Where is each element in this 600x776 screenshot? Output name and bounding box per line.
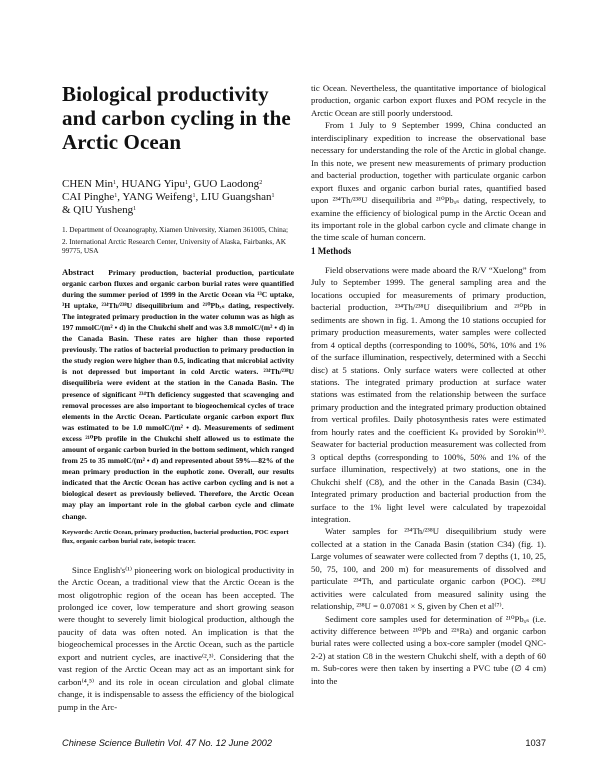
page-number: 1037 xyxy=(525,738,546,748)
author-affil-mark: 1 xyxy=(271,193,275,199)
journal-citation: Chinese Science Bulletin Vol. 47 No. 12 June 2002 xyxy=(62,738,273,748)
keywords-label: Keywords: xyxy=(62,528,93,536)
keywords xyxy=(62,528,294,546)
affiliations xyxy=(62,225,294,256)
author: , HUANG Yipu xyxy=(116,178,185,190)
body-paragraph: Water samples for ²³⁴Th/²³⁸U disequilibrium study were collected at a station in the Canada Basin (station C34) (fig. 1). Large volumes of seawater were collected from 7 depths (1, 10, 25, 50, 75, 100, and 200 m) for measurements of dissolved and particulate ²³⁴Th, and particulate organic carbon (POC). ²³⁸U activities were calculated from measured salinity using the relationship, ²³⁸U = 0.07081 × S, given by Chen et al⁽⁷⁾. xyxy=(311,526,546,612)
body-paragraph: From 1 July to 9 September 1999, China conducted an interdisciplinary expedition to increase the observational base necessary for understanding the role of the Arctic in global change. In this note, we present new measurements of primary production and bacterial production, together with particulate organic carbon export fluxes and organic carbon burial rates, quantified based upon ²³⁴Th/²³⁸U disequilibria and ²¹⁰Pbₓₛ dating, respectively, to examine the efficiency of biological pump in the Arctic Ocean and its important role in the global carbon cycle and climate change in the time scale of human concern. xyxy=(311,120,546,243)
author-affil-mark: 1 xyxy=(113,180,117,186)
affiliation: 1. Department of Oceanography, Xiamen University, Xiamen 361005, China; xyxy=(62,225,289,234)
author-affil-mark: 1 xyxy=(114,193,118,199)
body-paragraph: Sediment core samples used for determination of ²¹⁰Pbₓₛ (i.e. activity difference between ²¹⁰Pb and ²²⁶Ra) and organic carbon burial rates were collected using a box-core sampler (model QNC-2-2) at station C8 in the western Chukchi shelf, with a depth of 60 m. Sub-cores were then taken by inserting a PVC tube (∅ 4 cm) into the xyxy=(311,613,546,686)
author-affil-mark: 1 xyxy=(192,193,196,199)
author-affil-mark: 1 xyxy=(133,206,137,212)
affiliation: 2. International Arctic Research Center, University of Alaska, Fairbanks, AK 99775, USA xyxy=(62,236,287,255)
abstract-text: Primary production, bacterial production, particulate organic carbon fluxes and organic carbon burial rates were quantified during the summer period of 1999 in the Arctic Ocean via ¹³C uptake, ³H uptake, ²³⁴Th/²³⁸U disequilibrium and ²¹⁰Pbₓₛ dating, respectively. The integrated primary production in the water column was as high as 197 mmolC/(m² • d) in the Chukchi shelf and was 3.8 mmolC/(m² • d) in the Canada Basin. These rates are higher than those reported previously. The ratios of bacterial production to primary production in the study region were higher than 0.5, indicating that microbial activity is not depressed but important in cold Arctic waters. ²³⁴Th/²³⁸U disequilibria were evident at the station in the Canada Basin. The presence of significant ²³⁴Th deficiency suggested that scavenging and removal processes are also important to biogeochemical cycles of trace elements in the Arctic Ocean. Particulate organic carbon export flux was estimated to be 1.0 mmolC/(m² • d). Measurements of sediment excess ²¹⁰Pb profile in the Chukchi shelf allowed us to estimate the amount of organic carbon buried in the bottom sediment, which ranged from 25 to 35 mmolC/(m² • d) and represented about 59%—82% of the mean primary production in the euphotic zone. Overall, our results indicated that the Arctic Ocean has active carbon cycling and is not a biological desert as previously believed. Therefore, the Arctic Ocean may play an important role in the global carbon cycle and climate change. xyxy=(62,267,294,521)
author-affil-mark: 1 xyxy=(185,180,188,186)
intro-paragraph: Since English's⁽¹⁾ pioneering work on biological productivity in the Arctic Ocean, a traditional view that the Arctic Ocean is the most oligotrophic region of the ocean has been accepted. The prolonged ice cover, low temperature and short growing season were thought to severely limit biological production, although the paucity of data was often noted. An implication is that the biogeochemical processes in the Arctic Ocean, such as the particle export and nutrient cycles, are inactive⁽²,³⁾. Considering that the vast region of the Arctic Ocean may act as an important sink for carbon⁽⁴,⁵⁾ and its role in ocean circulation and global climate change, it is indispensable to assess the efficiency of the biological pump in the Arc- xyxy=(58,564,294,712)
author: CAI Pinghe xyxy=(62,191,115,203)
page-footer xyxy=(62,738,546,748)
author: & QIU Yusheng xyxy=(62,204,134,216)
article-title: Biological productivity and carbon cycling in the Arctic Ocean xyxy=(62,82,291,154)
left-column xyxy=(58,82,294,713)
abstract-label: Abstract xyxy=(62,266,94,277)
keywords-text: Arctic Ocean, primary production, bacterial production, POC export flux, organic carbon burial rate, isotopic tracer. xyxy=(62,528,289,545)
right-column xyxy=(311,82,546,687)
section-heading: 1 Methods xyxy=(311,245,352,256)
author: , GUO Laodong xyxy=(188,178,260,190)
author: , LIU Guangshan xyxy=(195,191,272,203)
author-affil-mark: 2 xyxy=(259,180,263,186)
body-paragraph: Field observations were made aboard the R/V “Xuelong” from July to September 1999. The general sampling area and the locations occupied for measurements of primary production, bacterial production, ²³⁴Th/²³⁸U disequilibrium and ²¹⁰Pb in sediments are shown in fig. 1. Among the 10 stations occupied for primary production measurements, water samples were collected from 4 optical depths (corresponding to 100%, 50%, 10% and 1% of the surface illumination, respectively, determined with a Secchi disc) at 5 stations. Only surface waters were collected at other stations. The integrated primary production at surface water stations was estimated from the relationship between the surface primary production and the integrated primary production obtained from vertical profiles. Daily photosynthesis rates were estimated from hourly rates and the coefficient Kₛ provided by Sorokin⁽⁶⁾. Seawater for bacterial production measurement was collected from 3 optical depths (corresponding to 100%, 50% and 1% of the surface illumination, respectively) at two stations, one in the Chukchi shelf (C8), and the other in the Canada Basin (C34). Integrated primary production and bacterial production from the surface to the 1% light level were calculated by trapezoidal integration. xyxy=(311,264,546,524)
author: CHEN Min xyxy=(62,178,114,190)
author-list xyxy=(62,178,294,217)
abstract xyxy=(58,267,294,522)
body-paragraph: tic Ocean. Nevertheless, the quantitative importance of biological production, organic carbon export fluxes and POM recycle in the Arctic Ocean are still poorly understood. xyxy=(311,83,546,118)
author: , YANG Weifeng xyxy=(117,191,193,203)
